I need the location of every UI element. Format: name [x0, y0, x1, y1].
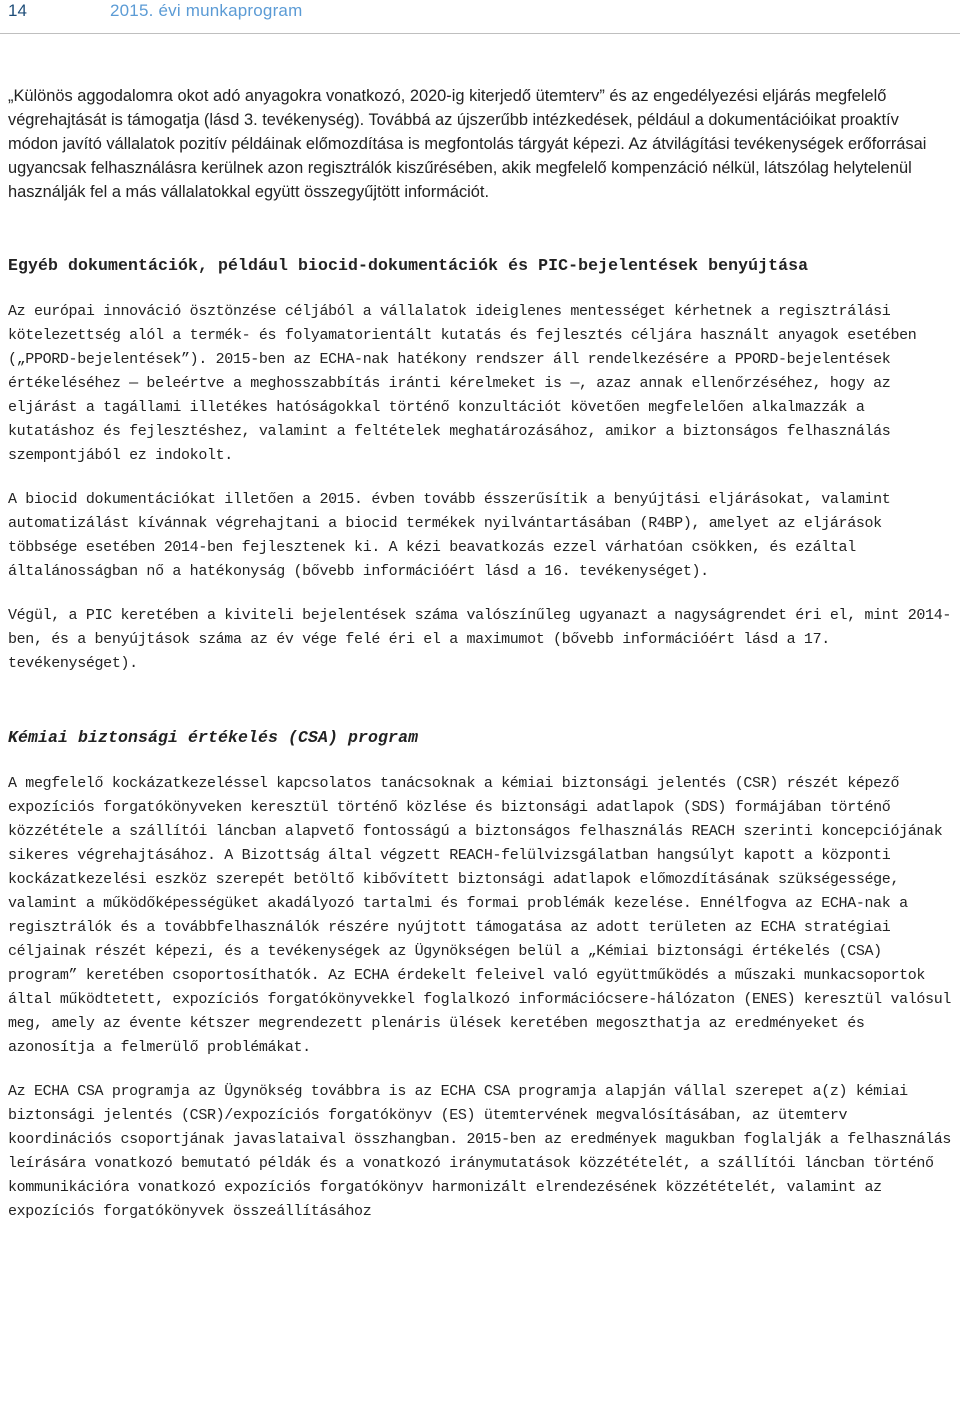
paragraph-csa-risk-management: A megfelelő kockázatkezeléssel kapcsolatos tanácsoknak a kémiai biztonsági jelentés (CSR) részét képező expozíciós forgatókönyveken keresztül történő közlése és biztonsági adatlapok (SDS) formájában történő közzététele a szállítói láncban alapvető fontosságú a biztonságos felhasználás REACH szerinti koncepciójának sikeres végrehajtásához. A Bizottság által végzett REACH-felülvizsgálatban hangsúlyt kapott a központi kockázatkezelési eszköz szerepét betöltő kibővített biztonsági adatlapok előmozdításának szükségessége, valamint a működőképességüket akadályozó tartalmi és formai problémák kezelése. Ennélfogva az ECHA-nak a regisztrálók és a továbbfelhasználók részére nyújtott támogatása az adott területen az ECHA stratégiai céljainak részét képezi, és a tevékenységek az Ügynökségen belül a „Kémiai biztonsági értékelés (CSA) program” keretében csoportosíthatók. Az ECHA érdekelt feleivel való együttműködés a műszaki munkacsoportok által működtetett, expozíciós forgatókönyvekkel foglalkozó információcsere-hálózaton (ENES) keresztül valósul meg, amely az évente kétszer megrendezett plenáris ülések keretében megoszthatja az eredményeket és azonosítja a felmerülő problémákat.	[8, 775, 952, 1056]
section-heading-csa: Kémiai biztonsági értékelés (CSA) program	[8, 728, 419, 747]
paragraph-csa-program: Az ECHA CSA programja az Ügynökség továbbra is az ECHA CSA programja alapján vállal szerepet a(z) kémiai biztonsági jelentés (CSR)/expozíciós forgatókönyv (ES) ütemtervének megvalósításában, az ütemterv koordinációs csoportjának javaslataival összhangban. 2015-ben az eredmények magukban foglalják a felhasználás leírására vonatkozó bemutató példák és a vonatkozó iránymutatások közzétételét, a szállítói láncban történő kommunikációra vonatkozó expozíciós forgatókönyv harmonizált elrendezésének közzétételét, valamint az expozíciós forgatókönyvek összeállításához	[8, 1083, 952, 1220]
page-number: 14	[8, 1, 27, 20]
paragraph-ppord: Az európai innováció ösztönzése céljából a vállalatok ideiglenes mentességet kérhetnek a regisztrálási kötelezettség alól a termék- és folyamatorientált kutatás és fejlesztés céljára használt anyagok esetében („PPORD-bejelentések”). 2015-ben az ECHA-nak hatékony rendszer áll rendelkezésére a PPORD-bejelentések értékeléséhez — beleértve a meghosszabbítás iránti kérelmeket is —, azaz annak ellenőrzéséhez, hogy az eljárást a tagállami illetékes hatóságokkal történő konzultációt követően megfelelően alkalmazzák a kutatáshoz és fejlesztéshez, valamint a feltételek meghatározásához, amikor a biztonságos felhasználás szempontjából ez indokolt.	[8, 303, 917, 464]
paragraph-biocides: A biocid dokumentációkat illetően a 2015. évben tovább ésszerűsítik a benyújtási eljárásokat, valamint automatizálást kívánnak végrehajtani a biocid termékek nyilvántartásában (R4BP), amelyet az eljárások többsége esetében 2014-ben fejlesztenek ki. A kézi beavatkozás ezzel várhatóan csökken, és ezáltal általánosságban nő a hatékonyság (bővebb információért lásd a 16. tevékenységet).	[8, 491, 891, 580]
header-divider	[0, 33, 960, 34]
document-body	[8, 84, 952, 1224]
section-heading-other-dossiers: Egyéb dokumentációk, például biocid-dokumentációk és PIC-bejelentések benyújtása	[8, 256, 809, 275]
page-header	[0, 0, 960, 30]
running-header-title: 2015. évi munkaprogram	[110, 1, 303, 20]
paragraph-pic: Végül, a PIC keretében a kiviteli bejelentések száma valószínűleg ugyanazt a nagyságrendet éri el, mint 2014-ben, és a benyújtások száma az év vége felé éri el a maximumot (bővebb információért lásd a 17. tevékenységet).	[8, 607, 952, 672]
paragraph-roadmap: „Különös aggodalomra okot adó anyagokra vonatkozó, 2020-ig kiterjedő ütemterv” és az engedélyezési eljárás megfelelő végrehajtását is támogatja (lásd 3. tevékenység). Továbbá az újszerűbb intézkedések, például a dokumentációikat proaktív módon javító vállalatok pozitív példáinak előmozdítása is megfontolás tárgyát képezi. Az átvilágítási tevékenységek erőforrásai ugyancsak felhasználásra kerülnek azon regisztrálók kiszűrésében, akik megfelelő kompenzáció nélkül, látszólag helytelenül használják fel a más vállalatokkal együtt összegyűjtött információt.	[8, 87, 927, 201]
